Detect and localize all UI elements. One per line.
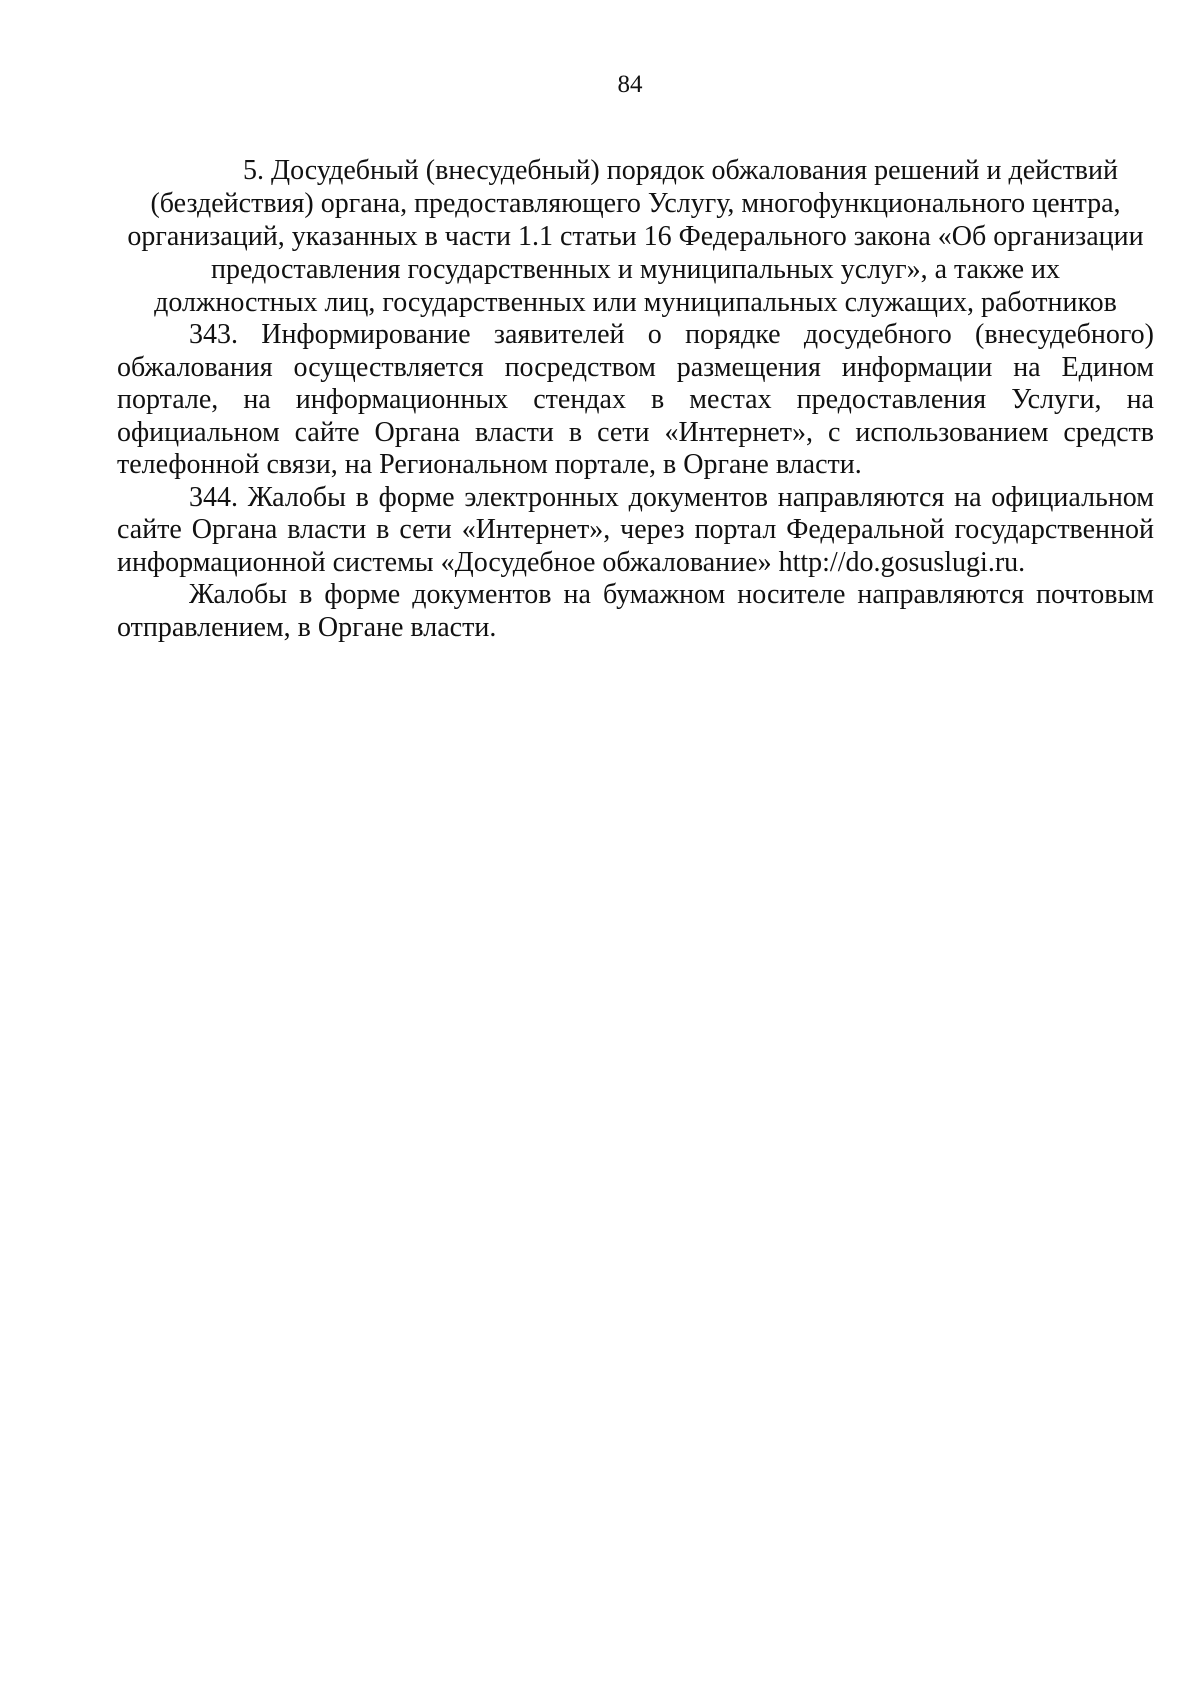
section-heading-line: предоставления государственных и муниципальных услуг», а также их — [210, 254, 1061, 285]
paragraph-344: 344. Жалобы в форме электронных документов направляются на официальном сайте Органа власти в сети «Интернет», через портал Федеральной государственной информационной системы «Досудебное обжалование» http://do.gosuslugi.ru. — [117, 481, 1154, 578]
section-heading-line: (бездействия) органа, предоставляющего Услугу, многофункционального центра, — [150, 188, 1121, 219]
section-heading-line: 5. Досудебный (внесудебный) порядок обжалования решений и действий — [242, 155, 1118, 186]
section-heading-line: организаций, указанных в части 1.1 статьи 16 Федерального закона «Об организации — [127, 221, 1144, 252]
page-number: 84 — [617, 71, 643, 98]
paragraph-paper-complaints: Жалобы в форме документов на бумажном носителе направляются почтовым отправлением, в Органе власти. — [117, 579, 1154, 643]
section-heading — [117, 154, 1154, 319]
section-heading-line: должностных лиц, государственных или муниципальных служащих, работников — [154, 287, 1117, 318]
document-body — [117, 154, 1154, 644]
paragraph-343: 343. Информирование заявителей о порядке досудебного (внесудебного) обжалования осуществляется посредством размещения информации на Едином портале, на информационных стендах в местах предоставления Услуги, на официальном сайте Органа власти в сети «Интернет», с использованием средств телефонной связи, на Региональном портале, в Органе власти. — [117, 319, 1154, 480]
